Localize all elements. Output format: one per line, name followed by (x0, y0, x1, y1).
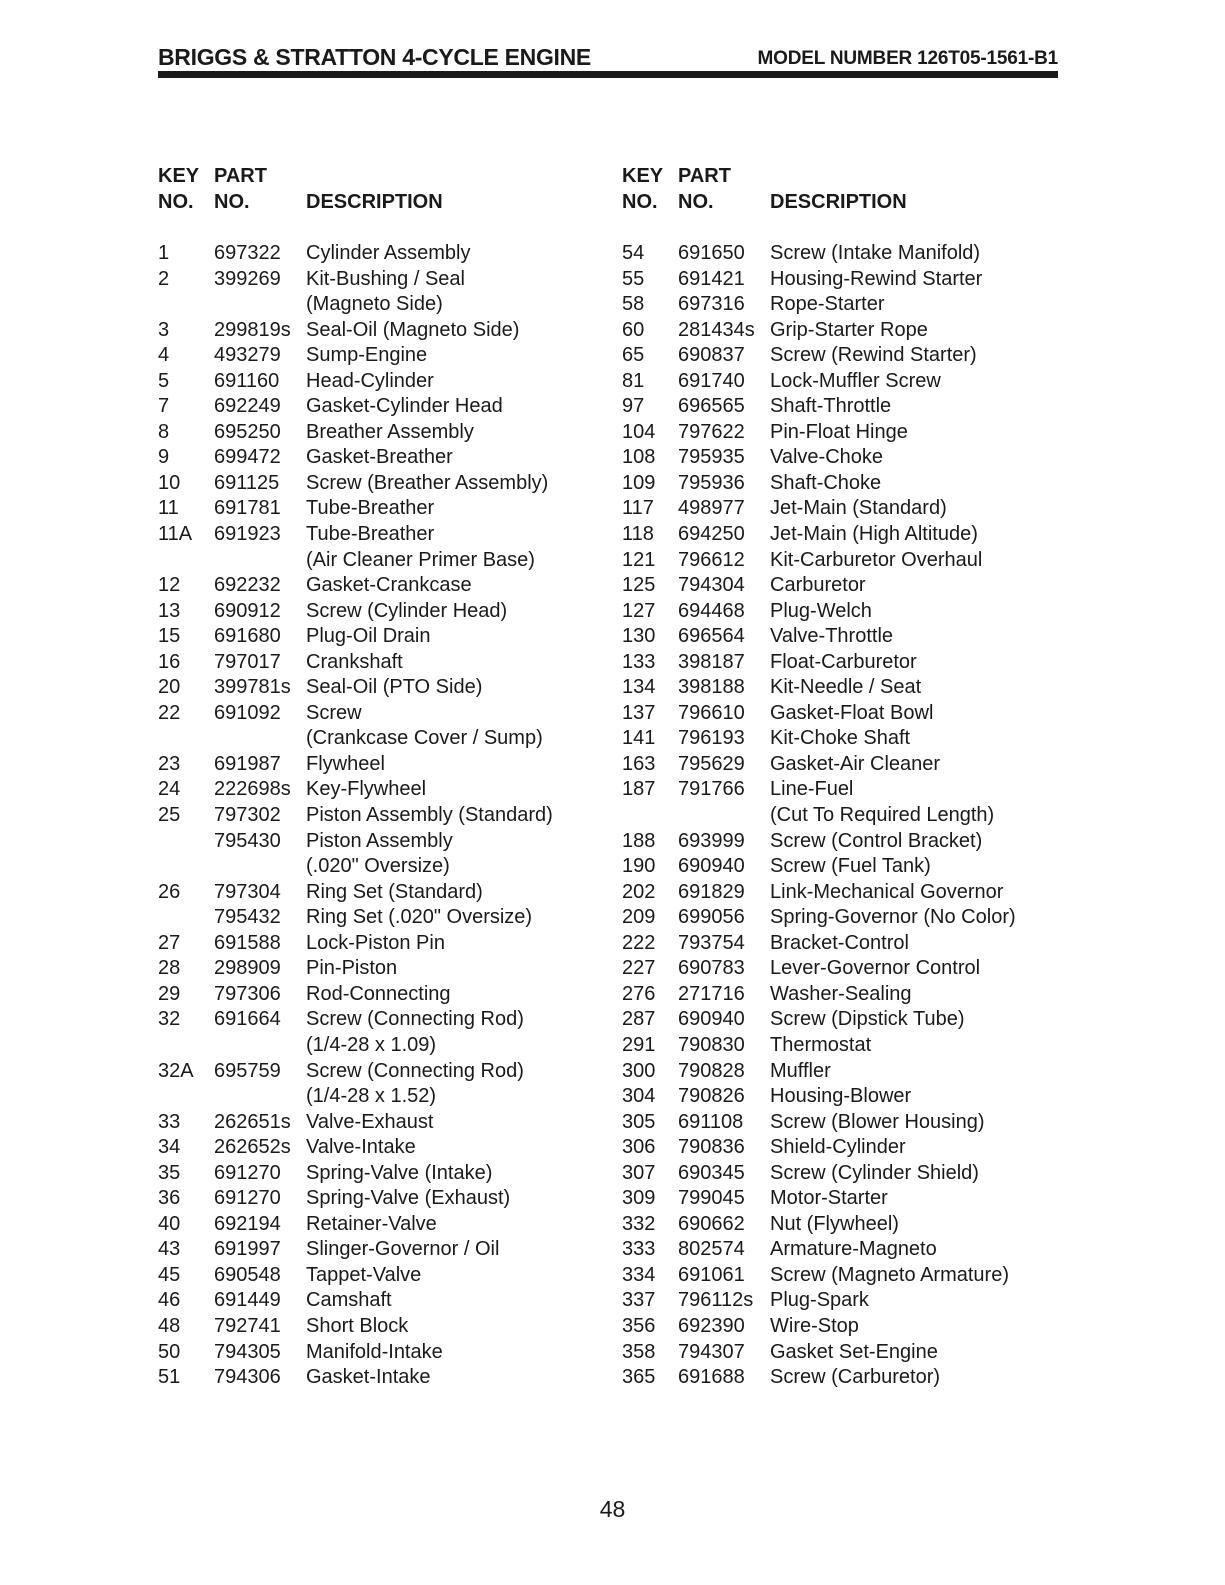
key-number: 60 (622, 318, 645, 341)
part-description: Valve-Intake (306, 1136, 416, 1159)
key-number: 45 (158, 1263, 181, 1286)
part-number: 691270 (214, 1187, 281, 1210)
part-number: 795432 (214, 906, 281, 929)
part-number: 690837 (678, 344, 745, 367)
key-number: 50 (158, 1340, 181, 1363)
part-no-header: NO. (214, 191, 250, 213)
part-number: 690345 (678, 1161, 745, 1184)
key-number: 306 (622, 1136, 656, 1159)
part-description: Kit-Choke Shaft (770, 727, 911, 750)
part-description: Sump-Engine (306, 344, 428, 367)
part-number: 691997 (214, 1238, 281, 1261)
part-description: Slinger-Governor / Oil (306, 1238, 500, 1261)
key-number: 33 (158, 1110, 181, 1133)
part-description: Tube-Breather (306, 497, 435, 520)
key-number: 81 (622, 369, 645, 392)
part-number: 692390 (678, 1314, 745, 1337)
key-number: 227 (622, 957, 656, 980)
part-number: 691092 (214, 701, 281, 724)
part-header: PART (214, 165, 267, 187)
part-number: 493279 (214, 344, 281, 367)
part-description: Pin-Piston (306, 957, 398, 980)
part-description: Manifold-Intake (306, 1340, 443, 1363)
part-number: 794304 (678, 574, 745, 597)
part-description: Link-Mechanical Governor (770, 880, 1004, 903)
key-number: 356 (622, 1314, 656, 1337)
part-description: Plug-Oil Drain (306, 625, 431, 648)
part-number: 795430 (214, 829, 281, 852)
part-description: Flywheel (306, 752, 385, 775)
header-rule (158, 71, 1058, 78)
part-description: (Crankcase Cover / Sump) (306, 727, 543, 750)
key-number: 11A (158, 523, 193, 546)
key-number: 291 (622, 1033, 656, 1056)
part-number: 799045 (678, 1187, 745, 1210)
part-number: 694468 (678, 599, 745, 622)
part-description: Camshaft (306, 1289, 392, 1312)
key-number: 133 (622, 650, 656, 673)
part-description: Screw (Cylinder Head) (306, 599, 508, 622)
key-number: 358 (622, 1340, 656, 1363)
part-description: Valve-Exhaust (306, 1110, 434, 1133)
part-description: Gasket-Cylinder Head (306, 395, 503, 418)
part-description: (Magneto Side) (306, 293, 443, 316)
part-description: (Air Cleaner Primer Base) (306, 548, 535, 571)
part-number: 796612 (678, 548, 745, 571)
part-description: Lever-Governor Control (770, 957, 981, 980)
part-number: 691987 (214, 752, 281, 775)
part-description: Wire-Stop (770, 1314, 859, 1337)
key-header: KEY (158, 165, 200, 187)
part-number: 299819s (214, 318, 291, 341)
part-description: Crankshaft (306, 650, 403, 673)
key-number: 304 (622, 1085, 656, 1108)
part-number: 790830 (678, 1033, 745, 1056)
key-number: 137 (622, 701, 656, 724)
part-description: Nut (Flywheel) (770, 1212, 899, 1235)
part-description: Plug-Welch (770, 599, 872, 622)
key-number: 121 (622, 548, 656, 571)
part-description: Housing-Blower (770, 1085, 912, 1108)
part-description: Thermostat (770, 1033, 872, 1056)
part-description: Screw (Carburetor) (770, 1366, 941, 1389)
key-number: 27 (158, 931, 181, 954)
key-number: 11 (158, 497, 179, 520)
key-number: 23 (158, 752, 181, 775)
part-description: Lock-Muffler Screw (770, 369, 941, 392)
part-description: Valve-Throttle (770, 625, 894, 648)
part-number: 795936 (678, 471, 745, 494)
part-number: 790836 (678, 1136, 745, 1159)
key-number: 332 (622, 1212, 656, 1235)
key-number: 8 (158, 420, 170, 443)
part-number: 298909 (214, 957, 281, 980)
part-description: (Cut To Required Length) (770, 804, 995, 827)
key-number: 109 (622, 471, 656, 494)
part-description: Ring Set (Standard) (306, 880, 483, 903)
part-description: Gasket-Breather (306, 446, 453, 469)
part-description: Motor-Starter (770, 1187, 888, 1210)
part-description: Shaft-Throttle (770, 395, 892, 418)
part-number: 691650 (678, 242, 745, 264)
part-number: 691781 (214, 497, 281, 520)
part-description: Jet-Main (High Altitude) (770, 523, 978, 546)
key-number: 35 (158, 1161, 181, 1184)
part-number: 691449 (214, 1289, 281, 1312)
part-number: 802574 (678, 1238, 745, 1261)
key-number: 333 (622, 1238, 656, 1261)
key-number: 141 (622, 727, 656, 750)
key-number: 13 (158, 599, 181, 622)
key-number: 2 (158, 267, 170, 290)
part-number: 795935 (678, 446, 745, 469)
key-number: 222 (622, 931, 656, 954)
key-number: 188 (622, 829, 656, 852)
part-number: 691829 (678, 880, 745, 903)
key-header: KEY (622, 165, 664, 187)
part-description: Screw (Intake Manifold) (770, 242, 981, 264)
part-number: 691680 (214, 625, 281, 648)
part-description: Kit-Needle / Seat (770, 676, 922, 699)
key-number: 127 (622, 599, 656, 622)
key-number: 4 (158, 344, 170, 367)
part-number: 398187 (678, 650, 745, 673)
part-description: Screw (306, 701, 362, 724)
part-description: Plug-Spark (770, 1289, 869, 1312)
part-number: 691421 (678, 267, 745, 290)
engine-title: BRIGGS & STRATTON 4-CYCLE ENGINE (158, 44, 591, 70)
part-number: 222698s (214, 778, 291, 801)
key-number: 190 (622, 855, 656, 878)
part-description: Piston Assembly (306, 829, 453, 852)
key-number: 10 (158, 471, 181, 494)
part-description: Seal-Oil (Magneto Side) (306, 318, 520, 341)
part-description: Kit-Carburetor Overhaul (770, 548, 983, 571)
part-description: Gasket-Intake (306, 1366, 431, 1389)
description-header: DESCRIPTION (306, 191, 443, 213)
part-description: Spring-Valve (Intake) (306, 1161, 493, 1184)
key-number: 163 (622, 752, 656, 775)
part-number: 693999 (678, 829, 745, 852)
part-number: 696564 (678, 625, 745, 648)
part-description: Lock-Piston Pin (306, 931, 445, 954)
part-number: 281434s (678, 318, 755, 341)
part-description: (.020" Oversize) (306, 855, 450, 878)
part-description: Kit-Bushing / Seal (306, 267, 465, 290)
key-number: 43 (158, 1238, 181, 1261)
part-number: 691061 (678, 1263, 745, 1286)
part-description: Screw (Control Bracket) (770, 829, 983, 852)
part-number: 691688 (678, 1366, 745, 1389)
part-description: Gasket-Air Cleaner (770, 752, 941, 775)
part-number: 699056 (678, 906, 745, 929)
part-number: 797302 (214, 804, 281, 827)
key-number: 65 (622, 344, 645, 367)
description-header: DESCRIPTION (770, 191, 907, 213)
part-number: 696565 (678, 395, 745, 418)
part-number: 692249 (214, 395, 281, 418)
part-description: Ring Set (.020" Oversize) (306, 906, 533, 929)
key-number: 337 (622, 1289, 656, 1312)
part-number: 796193 (678, 727, 745, 750)
part-description: Screw (Rewind Starter) (770, 344, 977, 367)
part-number: 694250 (678, 523, 745, 546)
key-number: 51 (158, 1366, 181, 1389)
key-number: 12 (158, 574, 181, 597)
part-number: 691740 (678, 369, 745, 392)
part-number: 797306 (214, 982, 281, 1005)
part-description: Carburetor (770, 574, 866, 597)
key-number: 46 (158, 1289, 181, 1312)
part-description: Spring-Valve (Exhaust) (306, 1187, 511, 1210)
part-description: Float-Carburetor (770, 650, 917, 673)
part-description: Screw (Breather Assembly) (306, 471, 549, 494)
key-number: 276 (622, 982, 656, 1005)
part-description: Key-Flywheel (306, 778, 427, 801)
key-number: 22 (158, 701, 181, 724)
key-number: 117 (622, 497, 654, 520)
key-number: 365 (622, 1366, 656, 1389)
key-number: 334 (622, 1263, 656, 1286)
key-number: 54 (622, 242, 645, 264)
key-number: 130 (622, 625, 656, 648)
part-number: 498977 (678, 497, 745, 520)
part-number: 691160 (214, 369, 280, 392)
part-number: 794305 (214, 1340, 281, 1363)
key-number: 26 (158, 880, 181, 903)
part-description: Washer-Sealing (770, 982, 912, 1005)
part-description: Retainer-Valve (306, 1212, 437, 1235)
part-description: Seal-Oil (PTO Side) (306, 676, 483, 699)
key-number: 309 (622, 1187, 656, 1210)
key-number: 58 (622, 293, 645, 316)
key-no-header: NO. (622, 191, 658, 213)
part-number: 690912 (214, 599, 281, 622)
key-number: 7 (158, 395, 170, 418)
part-description: Breather Assembly (306, 420, 474, 443)
part-number: 794306 (214, 1366, 281, 1389)
part-number: 790828 (678, 1059, 745, 1082)
key-number: 28 (158, 957, 181, 980)
part-number: 797017 (214, 650, 281, 673)
part-number: 691108 (678, 1110, 744, 1133)
part-description: Screw (Dipstick Tube) (770, 1008, 965, 1031)
part-number: 691923 (214, 523, 281, 546)
part-number: 697322 (214, 242, 281, 264)
part-number: 695250 (214, 420, 281, 443)
part-header: PART (678, 165, 731, 187)
part-number: 690940 (678, 1008, 745, 1031)
part-number: 797622 (678, 420, 745, 443)
key-number: 202 (622, 880, 656, 903)
part-description: Rope-Starter (770, 293, 885, 316)
part-description: (1/4-28 x 1.09) (306, 1033, 437, 1056)
page-header (158, 44, 1058, 74)
part-number: 793754 (678, 931, 745, 954)
part-description: Jet-Main (Standard) (770, 497, 947, 520)
part-number: 791766 (678, 778, 745, 801)
key-number: 187 (622, 778, 656, 801)
part-number: 692232 (214, 574, 281, 597)
part-number: 398188 (678, 676, 745, 699)
model-number-title: MODEL NUMBER 126T05-1561-B1 (757, 48, 1058, 69)
key-number: 29 (158, 982, 181, 1005)
part-description: Piston Assembly (Standard) (306, 804, 553, 827)
key-number: 36 (158, 1187, 181, 1210)
part-description: Gasket-Float Bowl (770, 701, 934, 724)
part-number: 691664 (214, 1008, 281, 1031)
part-description: Tube-Breather (306, 523, 435, 546)
key-number: 32A (158, 1059, 194, 1082)
part-number: 796112s (678, 1289, 754, 1312)
part-description: Gasket-Crankcase (306, 574, 472, 597)
key-number: 287 (622, 1008, 656, 1031)
part-description: Pin-Float Hinge (770, 420, 908, 443)
part-number: 271716 (678, 982, 745, 1005)
part-description: Shaft-Choke (770, 471, 882, 494)
part-number: 690940 (678, 855, 745, 878)
part-number: 262651s (214, 1110, 291, 1133)
part-number: 797304 (214, 880, 281, 903)
part-number: 699472 (214, 446, 281, 469)
part-number: 690662 (678, 1212, 745, 1235)
key-number: 16 (158, 650, 181, 673)
key-number: 20 (158, 676, 181, 699)
key-number: 3 (158, 318, 170, 341)
key-number: 32 (158, 1008, 181, 1031)
part-number: 691270 (214, 1161, 281, 1184)
part-description: Screw (Cylinder Shield) (770, 1161, 979, 1184)
part-description: Bracket-Control (770, 931, 909, 954)
part-description: Gasket Set-Engine (770, 1340, 938, 1363)
part-number: 796610 (678, 701, 745, 724)
part-description: Screw (Blower Housing) (770, 1110, 985, 1133)
part-description: Housing-Rewind Starter (770, 267, 983, 290)
part-number: 690783 (678, 957, 745, 980)
part-number: 399781s (214, 676, 291, 699)
key-number: 134 (622, 676, 656, 699)
key-number: 209 (622, 906, 656, 929)
part-number: 795629 (678, 752, 745, 775)
part-no-header: NO. (678, 191, 714, 213)
part-description: Spring-Governor (No Color) (770, 906, 1016, 929)
key-number: 1 (158, 242, 170, 264)
part-number: 691125 (214, 471, 280, 494)
part-description: Armature-Magneto (770, 1238, 937, 1261)
part-description: Line-Fuel (770, 778, 854, 801)
part-description: Valve-Choke (770, 446, 884, 469)
part-number: 262652s (214, 1136, 291, 1159)
part-number: 399269 (214, 267, 281, 290)
key-number: 97 (622, 395, 645, 418)
part-description: Cylinder Assembly (306, 242, 471, 264)
key-number: 34 (158, 1136, 181, 1159)
key-number: 307 (622, 1161, 656, 1184)
part-number: 690548 (214, 1263, 281, 1286)
part-description: Tappet-Valve (306, 1263, 422, 1286)
key-number: 55 (622, 267, 645, 290)
key-number: 40 (158, 1212, 181, 1235)
key-number: 9 (158, 446, 170, 469)
part-description: Head-Cylinder (306, 369, 434, 392)
part-number: 695759 (214, 1059, 281, 1082)
key-number: 104 (622, 420, 656, 443)
part-description: (1/4-28 x 1.52) (306, 1085, 437, 1108)
part-number: 692194 (214, 1212, 281, 1235)
key-number: 48 (158, 1314, 181, 1337)
part-description: Screw (Connecting Rod) (306, 1059, 524, 1082)
part-description: Screw (Magneto Armature) (770, 1263, 1009, 1286)
key-number: 108 (622, 446, 656, 469)
part-description: Screw (Fuel Tank) (770, 855, 931, 878)
part-description: Shield-Cylinder (770, 1136, 906, 1159)
part-description: Muffler (770, 1059, 831, 1082)
part-number: 794307 (678, 1340, 745, 1363)
part-description: Short Block (306, 1314, 409, 1337)
key-number: 125 (622, 574, 656, 597)
part-number: 790826 (678, 1085, 745, 1108)
key-number: 305 (622, 1110, 656, 1133)
part-description: Rod-Connecting (306, 982, 451, 1005)
part-number: 691588 (214, 931, 281, 954)
key-number: 24 (158, 778, 181, 801)
key-no-header: NO. (158, 191, 194, 213)
part-number: 792741 (214, 1314, 281, 1337)
part-description: Grip-Starter Rope (770, 318, 928, 341)
key-number: 300 (622, 1059, 656, 1082)
key-number: 118 (622, 523, 654, 546)
page-number: 48 (599, 1496, 626, 1522)
key-number: 15 (158, 625, 181, 648)
key-number: 5 (158, 369, 170, 392)
key-number: 25 (158, 804, 181, 827)
part-number: 697316 (678, 293, 745, 316)
part-description: Screw (Connecting Rod) (306, 1008, 524, 1031)
